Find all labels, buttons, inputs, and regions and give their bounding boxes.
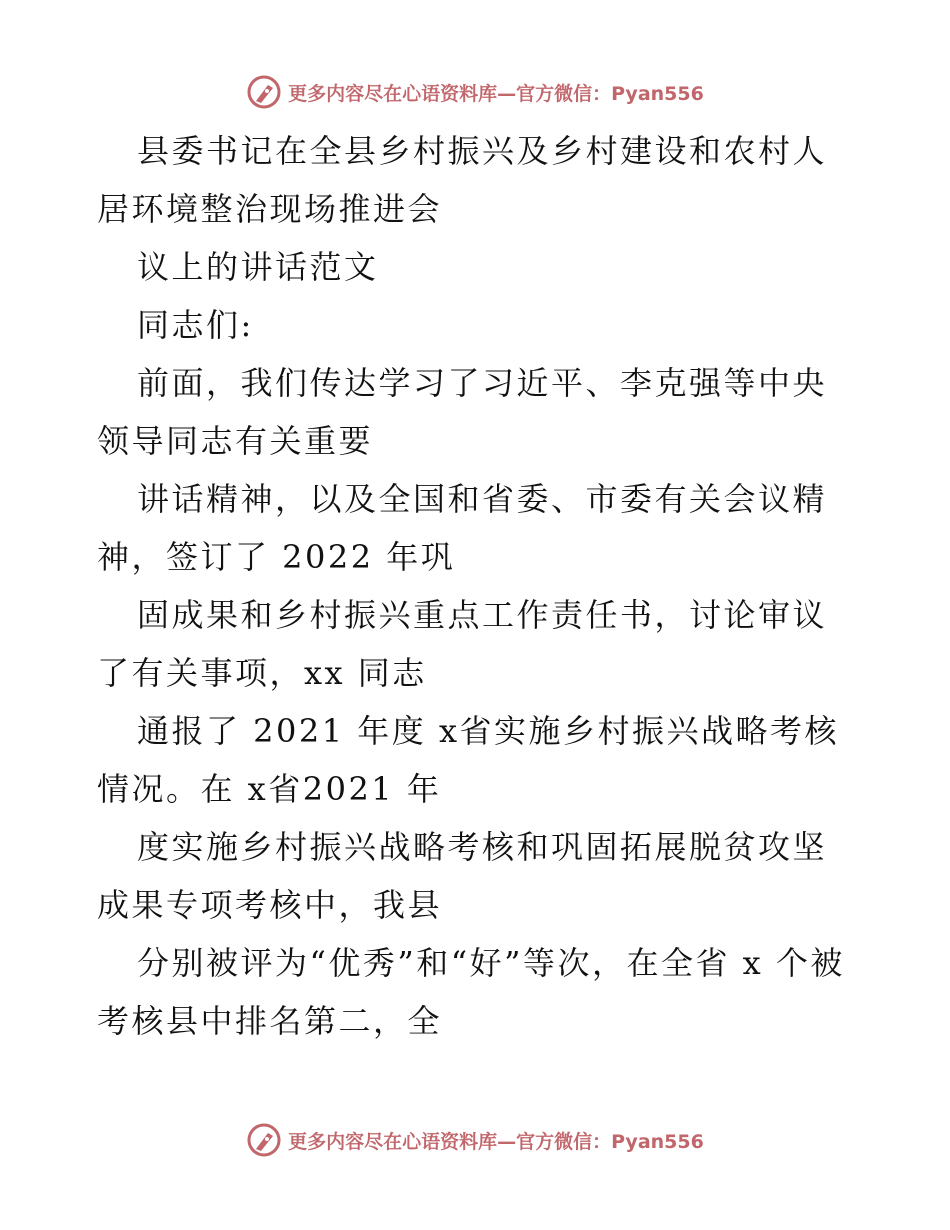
pen-nib-logo-icon xyxy=(246,1122,282,1158)
paragraph-4: 前面，我们传达学习了习近平、李克强等中央领导同志有关重要 xyxy=(97,364,828,460)
paragraph-3: 同志们: xyxy=(137,306,254,344)
document-body xyxy=(97,122,857,1050)
paragraph-2: 议上的讲话范文 xyxy=(137,248,379,286)
paragraph-7: 通报了 2021 年度 x省实施乡村振兴战略考核情况。在 x省2021 年 xyxy=(97,712,840,808)
paragraph-5: 讲话精神，以及全国和省委、市委有关会议精神，签订了 2022 年巩 xyxy=(97,480,828,576)
footer-watermark xyxy=(0,1120,950,1160)
paragraph-8: 度实施乡村振兴战略考核和巩固拓展脱贫攻坚成果专项考核中，我县 xyxy=(97,828,828,924)
watermark-text: 更多内容尽在心语资料库—官方微信：Pyan556 xyxy=(288,82,704,105)
paragraph-6: 固成果和乡村振兴重点工作责任书，讨论审议了有关事项，xx 同志 xyxy=(97,596,828,692)
paragraph-9: 分别被评为“优秀”和“好”等次，在全省 x 个被考核县中排名第二，全 xyxy=(97,944,845,1040)
pen-nib-logo-icon xyxy=(246,74,282,110)
paragraph-1: 县委书记在全县乡村振兴及乡村建设和农村人居环境整治现场推进会 xyxy=(97,132,828,228)
watermark-text: 更多内容尽在心语资料库—官方微信：Pyan556 xyxy=(288,1130,704,1153)
header-watermark xyxy=(0,72,950,112)
